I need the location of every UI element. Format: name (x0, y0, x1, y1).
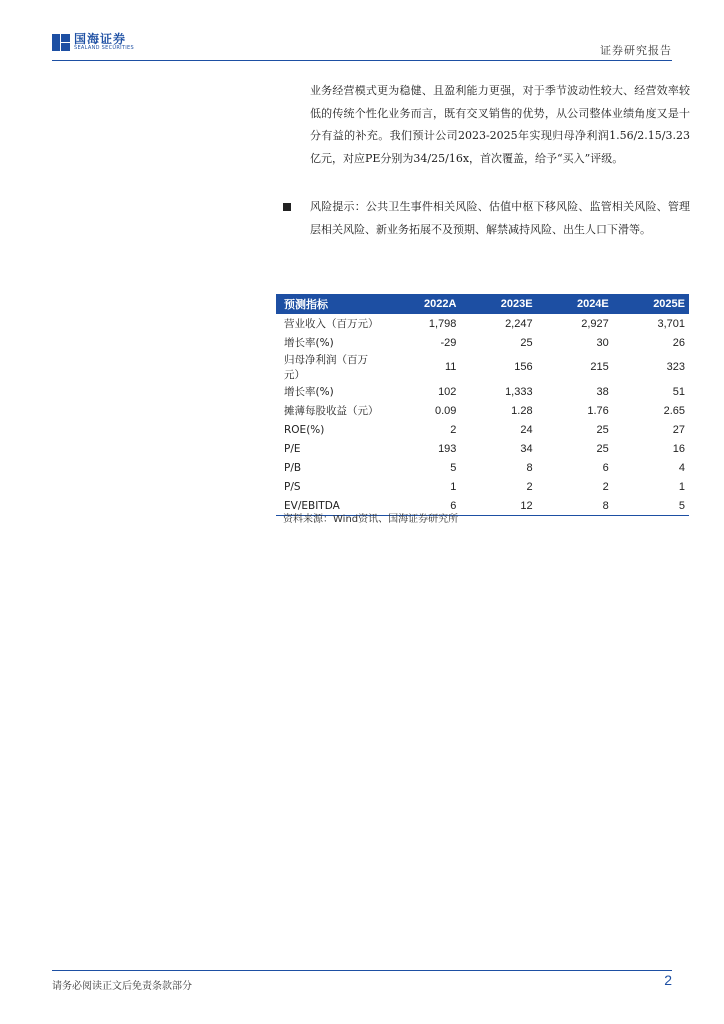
row-label-cell: P/E (284, 442, 301, 455)
row-label-cell: 增长率(%) (284, 386, 334, 398)
row-label-cell: 摊薄每股收益（元） (284, 405, 379, 417)
value-cell: 2,247 (505, 317, 533, 330)
table-row (276, 477, 689, 496)
logo-mark-icon (52, 34, 70, 51)
table-row (276, 314, 689, 333)
row-label-cell: EV/EBITDA (276, 496, 384, 516)
value-cell: 2,927 (581, 317, 609, 330)
company-logo (52, 33, 134, 51)
row-label-cell: P/S (284, 480, 301, 493)
logo-name-en: SEALAND SECURITIES (74, 45, 134, 51)
value-cell: 11 (445, 361, 457, 373)
value-cell: 102 (438, 385, 457, 398)
value-cell: 3,701 (657, 317, 685, 330)
value-cell: 6 (602, 461, 609, 474)
value-cell: 8 (526, 461, 533, 474)
summary-paragraph: 业务经营模式更为稳健、且盈利能力更强，对于季节波动性较大、经营效率较低的传统个性化业务而言，既有交叉销售的优势，从公司整体业绩角度又是十分有益的补充。我们预计公司2023-2025年实现归母净利润1.56/2.15/3.23亿元，对应PE分别为34/25/16x，首次覆盖，给予“买入”评级。 (310, 84, 690, 165)
table-row (276, 382, 689, 401)
table-header-cell: 2024E (576, 298, 609, 310)
risk-warning-text: 风险提示：公共卫生事件相关风险、估值中枢下移风险、监管相关风险、管理层相关风险、新业务拓展不及预期、解禁减持风险、出生人口下滑等。 (310, 200, 690, 236)
value-cell: 2.65 (663, 404, 685, 417)
value-cell: 1.76 (587, 404, 609, 417)
table-row (276, 352, 689, 382)
table-header-row (276, 294, 689, 314)
logo-name-cn: 国海证券 (74, 32, 127, 46)
value-cell: 26 (672, 336, 685, 349)
row-label-cell: 归母净利润（百万元） (284, 354, 368, 381)
forecast-table (276, 294, 689, 516)
page-number: 2 (664, 972, 672, 988)
value-cell: 4 (678, 461, 685, 474)
value-cell: 1,798 (428, 317, 457, 330)
value-cell: 16 (672, 442, 685, 455)
value-cell: 25 (596, 423, 609, 436)
value-cell: 27 (672, 423, 685, 436)
value-cell: 193 (438, 442, 457, 455)
table-source-note: 资料来源：Wind资讯、国海证券研究所 (283, 514, 459, 525)
value-cell: 5 (450, 461, 457, 474)
value-cell: 1.28 (511, 404, 533, 417)
square-bullet-icon (283, 203, 291, 211)
table-header-cell: 2022A (424, 298, 457, 310)
footer-divider (52, 970, 672, 971)
value-cell: 12 (460, 496, 536, 516)
row-label-cell: P/B (284, 461, 302, 474)
value-cell: 38 (596, 385, 609, 398)
value-cell: 30 (596, 336, 609, 349)
value-cell: 1 (678, 480, 685, 493)
value-cell: 0.09 (435, 404, 457, 417)
risk-warning (283, 196, 690, 241)
table-row (276, 420, 689, 439)
row-label-cell: 营业收入（百万元） (284, 318, 379, 330)
value-cell: 25 (520, 336, 533, 349)
value-cell: 8 (537, 496, 613, 516)
row-label-cell: ROE(%) (284, 423, 325, 436)
table-header-cell: 2023E (500, 298, 533, 310)
table-header-cell: 预测指标 (284, 299, 328, 311)
value-cell: 24 (520, 423, 533, 436)
table-header-cell: 2025E (653, 298, 685, 310)
value-cell: 25 (596, 442, 609, 455)
page-header (0, 0, 724, 62)
value-cell: 2 (602, 480, 609, 493)
value-cell: -29 (440, 336, 457, 349)
value-cell: 6 (384, 496, 460, 516)
value-cell: 2 (450, 423, 457, 436)
value-cell: 51 (672, 385, 685, 398)
value-cell: 156 (514, 361, 533, 373)
report-type-title: 证券研究报告 (600, 44, 672, 57)
table-row (276, 333, 689, 352)
value-cell: 323 (666, 361, 685, 373)
value-cell: 2 (526, 480, 533, 493)
value-cell: 1,333 (505, 385, 533, 398)
row-label-cell: 增长率(%) (284, 337, 334, 349)
value-cell: 34 (520, 442, 533, 455)
value-cell: 5 (613, 496, 689, 516)
table-row (276, 458, 689, 477)
header-divider (52, 60, 672, 61)
value-cell: 215 (590, 361, 609, 373)
table-row (276, 401, 689, 420)
table-row (276, 439, 689, 458)
footer-disclaimer: 请务必阅读正文后免责条款部分 (52, 981, 192, 992)
value-cell: 1 (450, 480, 457, 493)
